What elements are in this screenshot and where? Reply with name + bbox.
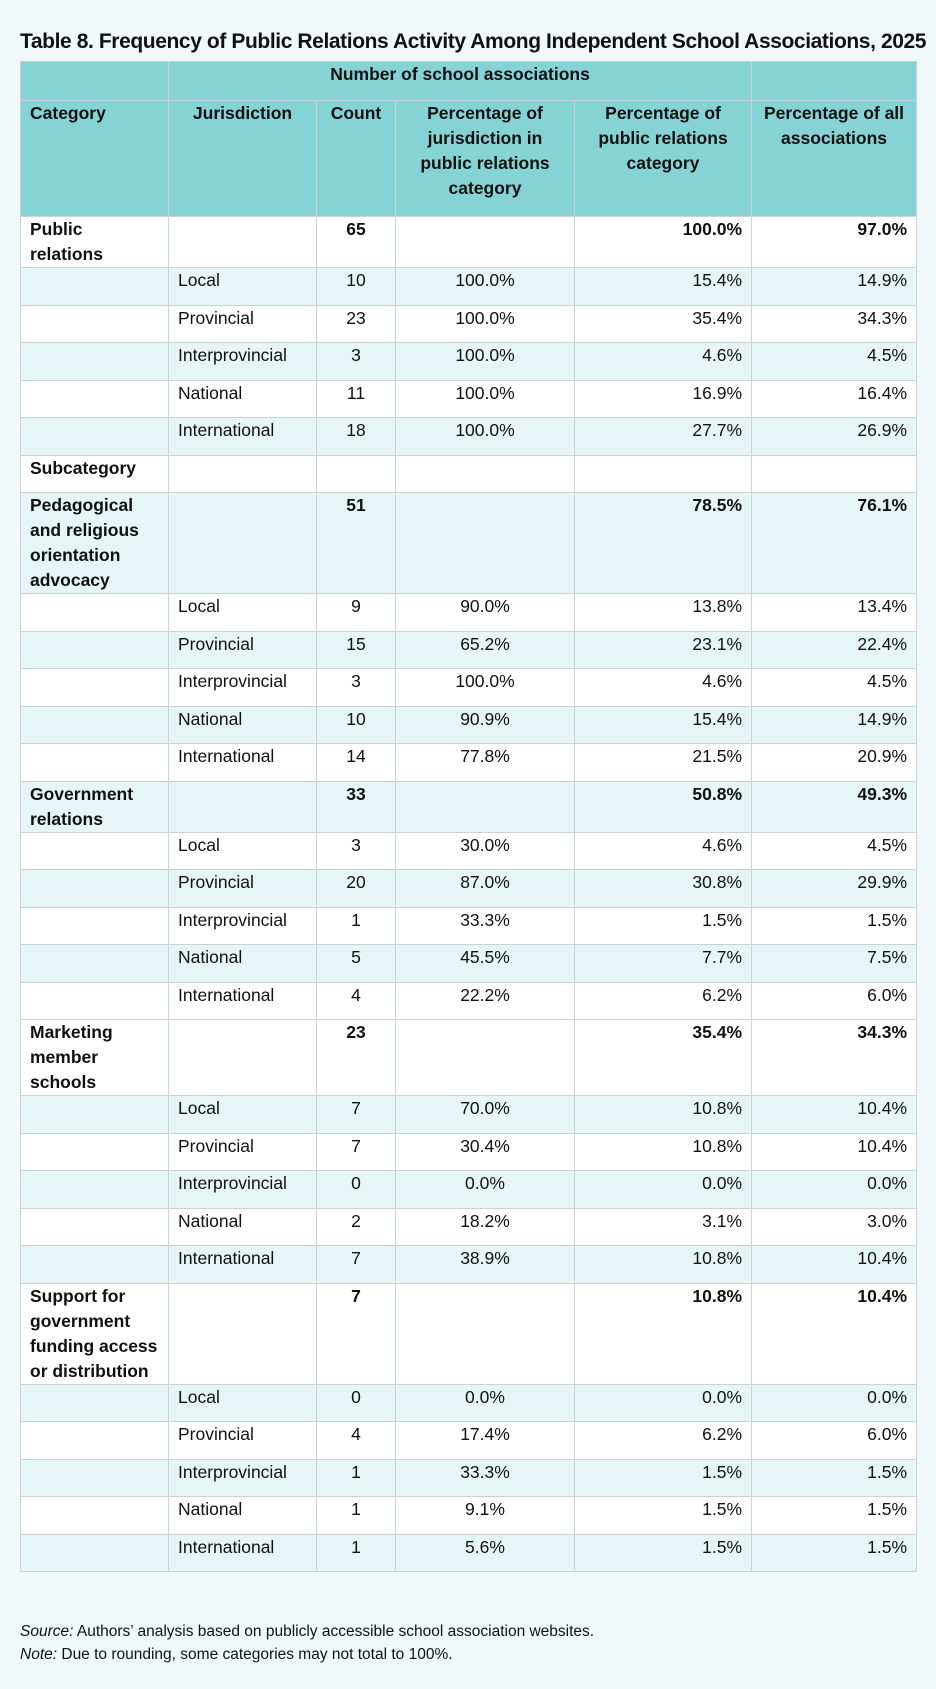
cell-pct-jurisdiction: 45.5% [396,945,575,983]
cell-category: Subcategory [21,455,169,493]
cell-jurisdiction [169,493,317,594]
cell-pct-jurisdiction: 90.0% [396,594,575,632]
cell-pct-pr-category: 4.6% [575,832,752,870]
cell-pct-all [752,455,917,493]
rounding-note [20,1643,594,1666]
cell-pct-all: 14.9% [752,268,917,306]
table-row-category [21,1283,917,1384]
cell-pct-all: 16.4% [752,380,917,418]
cell-category [21,706,169,744]
cell-pct-pr-category: 1.5% [575,1459,752,1497]
cell-count: 7 [317,1133,396,1171]
cell-pct-jurisdiction: 0.0% [396,1171,575,1209]
cell-jurisdiction [169,217,317,268]
cell-jurisdiction: National [169,706,317,744]
cell-pct-pr-category: 6.2% [575,1422,752,1460]
cell-count: 14 [317,744,396,782]
cell-pct-jurisdiction: 18.2% [396,1208,575,1246]
cell-count: 23 [317,1020,396,1096]
cell-category [21,268,169,306]
table-row [21,1384,917,1422]
cell-pct-all: 10.4% [752,1096,917,1134]
cell-jurisdiction: International [169,1246,317,1284]
cell-jurisdiction: International [169,418,317,456]
cell-count: 23 [317,305,396,343]
cell-pct-all: 6.0% [752,982,917,1020]
cell-pct-jurisdiction: 100.0% [396,418,575,456]
cell-pct-jurisdiction: 90.9% [396,706,575,744]
cell-count: 7 [317,1096,396,1134]
cell-category [21,1459,169,1497]
cell-pct-jurisdiction: 33.3% [396,907,575,945]
cell-category [21,982,169,1020]
cell-pct-all: 1.5% [752,1459,917,1497]
table-row [21,268,917,306]
note-text: Due to rounding, some categories may not total to 100%. [57,1646,453,1663]
cell-jurisdiction: Interprovincial [169,343,317,381]
cell-pct-jurisdiction: 33.3% [396,1459,575,1497]
cell-category [21,631,169,669]
table-row [21,1497,917,1535]
cell-pct-jurisdiction: 100.0% [396,380,575,418]
cell-jurisdiction: Interprovincial [169,1459,317,1497]
table-row [21,1208,917,1246]
cell-pct-pr-category: 35.4% [575,1020,752,1096]
cell-pct-pr-category: 27.7% [575,418,752,456]
cell-pct-jurisdiction [396,493,575,594]
cell-count: 3 [317,832,396,870]
cell-pct-pr-category: 0.0% [575,1171,752,1209]
cell-jurisdiction [169,781,317,832]
table-row [21,594,917,632]
cell-count: 10 [317,268,396,306]
cell-pct-pr-category: 6.2% [575,982,752,1020]
cell-category [21,669,169,707]
cell-pct-pr-category: 7.7% [575,945,752,983]
cell-category: Support for government funding access or distribution [21,1283,169,1384]
cell-jurisdiction: National [169,380,317,418]
cell-pct-pr-category: 35.4% [575,305,752,343]
cell-jurisdiction: Local [169,832,317,870]
cell-pct-jurisdiction: 30.4% [396,1133,575,1171]
cell-category [21,1096,169,1134]
cell-pct-pr-category: 4.6% [575,669,752,707]
cell-pct-jurisdiction [396,1283,575,1384]
cell-pct-pr-category: 4.6% [575,343,752,381]
cell-category [21,1422,169,1460]
cell-pct-pr-category: 3.1% [575,1208,752,1246]
cell-pct-jurisdiction: 30.0% [396,832,575,870]
cell-jurisdiction: Provincial [169,1133,317,1171]
cell-pct-all: 34.3% [752,1020,917,1096]
cell-pct-pr-category [575,455,752,493]
table-body [21,217,917,1572]
cell-jurisdiction: National [169,1497,317,1535]
cell-count: 0 [317,1384,396,1422]
cell-pct-jurisdiction [396,217,575,268]
cell-jurisdiction [169,1020,317,1096]
cell-pct-jurisdiction [396,1020,575,1096]
cell-count: 65 [317,217,396,268]
cell-category [21,1171,169,1209]
table-row [21,669,917,707]
cell-category [21,870,169,908]
cell-category [21,418,169,456]
cell-pct-pr-category: 50.8% [575,781,752,832]
cell-category [21,832,169,870]
cell-count: 15 [317,631,396,669]
cell-jurisdiction: Provincial [169,305,317,343]
cell-count: 33 [317,781,396,832]
cell-pct-jurisdiction: 38.9% [396,1246,575,1284]
table-row [21,832,917,870]
header-group-label: Number of school associations [169,62,752,101]
cell-count: 1 [317,907,396,945]
cell-pct-all: 4.5% [752,343,917,381]
column-header-pct-pr-category: Percentage of public relations category [575,101,752,217]
cell-pct-jurisdiction: 100.0% [396,343,575,381]
table-row [21,1171,917,1209]
table-row-category [21,217,917,268]
cell-count [317,455,396,493]
cell-pct-jurisdiction: 17.4% [396,1422,575,1460]
cell-pct-all: 1.5% [752,1497,917,1535]
cell-pct-all: 13.4% [752,594,917,632]
cell-pct-jurisdiction: 100.0% [396,669,575,707]
table-row-category [21,781,917,832]
cell-jurisdiction: Provincial [169,1422,317,1460]
cell-pct-all: 7.5% [752,945,917,983]
table-row [21,1459,917,1497]
cell-count: 3 [317,669,396,707]
cell-pct-pr-category: 10.8% [575,1133,752,1171]
cell-pct-all: 1.5% [752,1534,917,1572]
header-group-spacer [752,62,917,101]
cell-jurisdiction: Provincial [169,870,317,908]
cell-category [21,1208,169,1246]
cell-pct-all: 0.0% [752,1384,917,1422]
cell-pct-pr-category: 78.5% [575,493,752,594]
table-row [21,631,917,669]
cell-category [21,594,169,632]
cell-pct-pr-category: 1.5% [575,1497,752,1535]
table-row [21,305,917,343]
footnotes [20,1620,594,1666]
cell-pct-all: 76.1% [752,493,917,594]
cell-count: 1 [317,1459,396,1497]
cell-jurisdiction [169,455,317,493]
cell-count: 4 [317,1422,396,1460]
cell-category: Public relations [21,217,169,268]
cell-pct-all: 29.9% [752,870,917,908]
cell-category [21,744,169,782]
cell-category [21,1384,169,1422]
cell-pct-all: 34.3% [752,305,917,343]
table-row-category [21,455,917,493]
cell-category: Marketing member schools [21,1020,169,1096]
cell-jurisdiction: National [169,945,317,983]
cell-pct-jurisdiction: 9.1% [396,1497,575,1535]
cell-category [21,380,169,418]
cell-jurisdiction: Local [169,1096,317,1134]
cell-count: 3 [317,343,396,381]
table-row [21,706,917,744]
cell-pct-pr-category: 13.8% [575,594,752,632]
cell-pct-jurisdiction: 87.0% [396,870,575,908]
column-header-category: Category [21,101,169,217]
cell-pct-jurisdiction: 77.8% [396,744,575,782]
header-group-spacer [21,62,169,101]
table-row [21,982,917,1020]
cell-count: 1 [317,1534,396,1572]
cell-count: 11 [317,380,396,418]
cell-pct-all: 0.0% [752,1171,917,1209]
table-row [21,870,917,908]
cell-count: 10 [317,706,396,744]
cell-jurisdiction: International [169,744,317,782]
table-row [21,744,917,782]
cell-count: 1 [317,1497,396,1535]
cell-count: 18 [317,418,396,456]
cell-jurisdiction: Local [169,594,317,632]
cell-pct-all: 49.3% [752,781,917,832]
cell-count: 5 [317,945,396,983]
cell-category [21,343,169,381]
cell-count: 7 [317,1246,396,1284]
cell-pct-pr-category: 0.0% [575,1384,752,1422]
column-header-pct-jurisdiction: Percentage of jurisdiction in public relations category [396,101,575,217]
cell-pct-all: 22.4% [752,631,917,669]
cell-pct-all: 10.4% [752,1133,917,1171]
cell-count: 0 [317,1171,396,1209]
cell-pct-pr-category: 23.1% [575,631,752,669]
cell-pct-all: 1.5% [752,907,917,945]
cell-jurisdiction: Interprovincial [169,1171,317,1209]
cell-pct-jurisdiction: 65.2% [396,631,575,669]
cell-pct-jurisdiction: 100.0% [396,305,575,343]
cell-jurisdiction [169,1283,317,1384]
cell-jurisdiction: Provincial [169,631,317,669]
data-table [20,61,917,1572]
cell-category [21,907,169,945]
cell-pct-pr-category: 16.9% [575,380,752,418]
cell-pct-all: 10.4% [752,1246,917,1284]
cell-jurisdiction: Interprovincial [169,669,317,707]
cell-category [21,1246,169,1284]
cell-pct-pr-category: 21.5% [575,744,752,782]
cell-category [21,945,169,983]
table-row [21,380,917,418]
table-row [21,945,917,983]
table-row [21,1096,917,1134]
cell-pct-all: 20.9% [752,744,917,782]
cell-count: 20 [317,870,396,908]
cell-pct-pr-category: 10.8% [575,1096,752,1134]
column-header-jurisdiction: Jurisdiction [169,101,317,217]
cell-count: 4 [317,982,396,1020]
cell-pct-all: 97.0% [752,217,917,268]
table-row [21,1534,917,1572]
cell-count: 51 [317,493,396,594]
cell-count: 2 [317,1208,396,1246]
cell-category [21,1133,169,1171]
source-label: Source: [20,1623,74,1640]
cell-category: Government relations [21,781,169,832]
cell-pct-jurisdiction: 70.0% [396,1096,575,1134]
cell-count: 9 [317,594,396,632]
table-row [21,1246,917,1284]
cell-pct-jurisdiction: 0.0% [396,1384,575,1422]
table-row-category [21,1020,917,1096]
table-row [21,1422,917,1460]
cell-category [21,305,169,343]
cell-pct-all: 4.5% [752,669,917,707]
source-text: Authors’ analysis based on publicly accessible school association websites. [73,1623,595,1640]
cell-jurisdiction: International [169,1534,317,1572]
cell-pct-pr-category: 15.4% [575,268,752,306]
cell-pct-jurisdiction: 22.2% [396,982,575,1020]
cell-jurisdiction: National [169,1208,317,1246]
table-row [21,343,917,381]
table-row [21,907,917,945]
cell-pct-all: 6.0% [752,1422,917,1460]
cell-pct-jurisdiction: 100.0% [396,268,575,306]
note-label: Note: [20,1646,58,1663]
cell-pct-all: 4.5% [752,832,917,870]
column-header-count: Count [317,101,396,217]
cell-pct-pr-category: 15.4% [575,706,752,744]
table-title: Table 8. Frequency of Public Relations Activity Among Independent School Associations, 2025 [20,30,927,53]
cell-pct-pr-category: 30.8% [575,870,752,908]
table-row-category [21,493,917,594]
cell-pct-pr-category: 1.5% [575,1534,752,1572]
cell-category [21,1534,169,1572]
cell-pct-jurisdiction [396,455,575,493]
cell-pct-jurisdiction: 5.6% [396,1534,575,1572]
cell-pct-all: 14.9% [752,706,917,744]
cell-jurisdiction: Local [169,268,317,306]
table-row [21,418,917,456]
cell-jurisdiction: International [169,982,317,1020]
cell-pct-pr-category: 10.8% [575,1283,752,1384]
cell-pct-pr-category: 1.5% [575,907,752,945]
cell-pct-pr-category: 100.0% [575,217,752,268]
cell-jurisdiction: Interprovincial [169,907,317,945]
cell-pct-pr-category: 10.8% [575,1246,752,1284]
cell-category [21,1497,169,1535]
column-header-pct-all: Percentage of all associations [752,101,917,217]
cell-jurisdiction: Local [169,1384,317,1422]
cell-count: 7 [317,1283,396,1384]
table-row [21,1133,917,1171]
cell-pct-all: 3.0% [752,1208,917,1246]
cell-pct-jurisdiction [396,781,575,832]
cell-category: Pedagogical and religious orientation advocacy [21,493,169,594]
cell-pct-all: 10.4% [752,1283,917,1384]
cell-pct-all: 26.9% [752,418,917,456]
source-note [20,1620,594,1643]
